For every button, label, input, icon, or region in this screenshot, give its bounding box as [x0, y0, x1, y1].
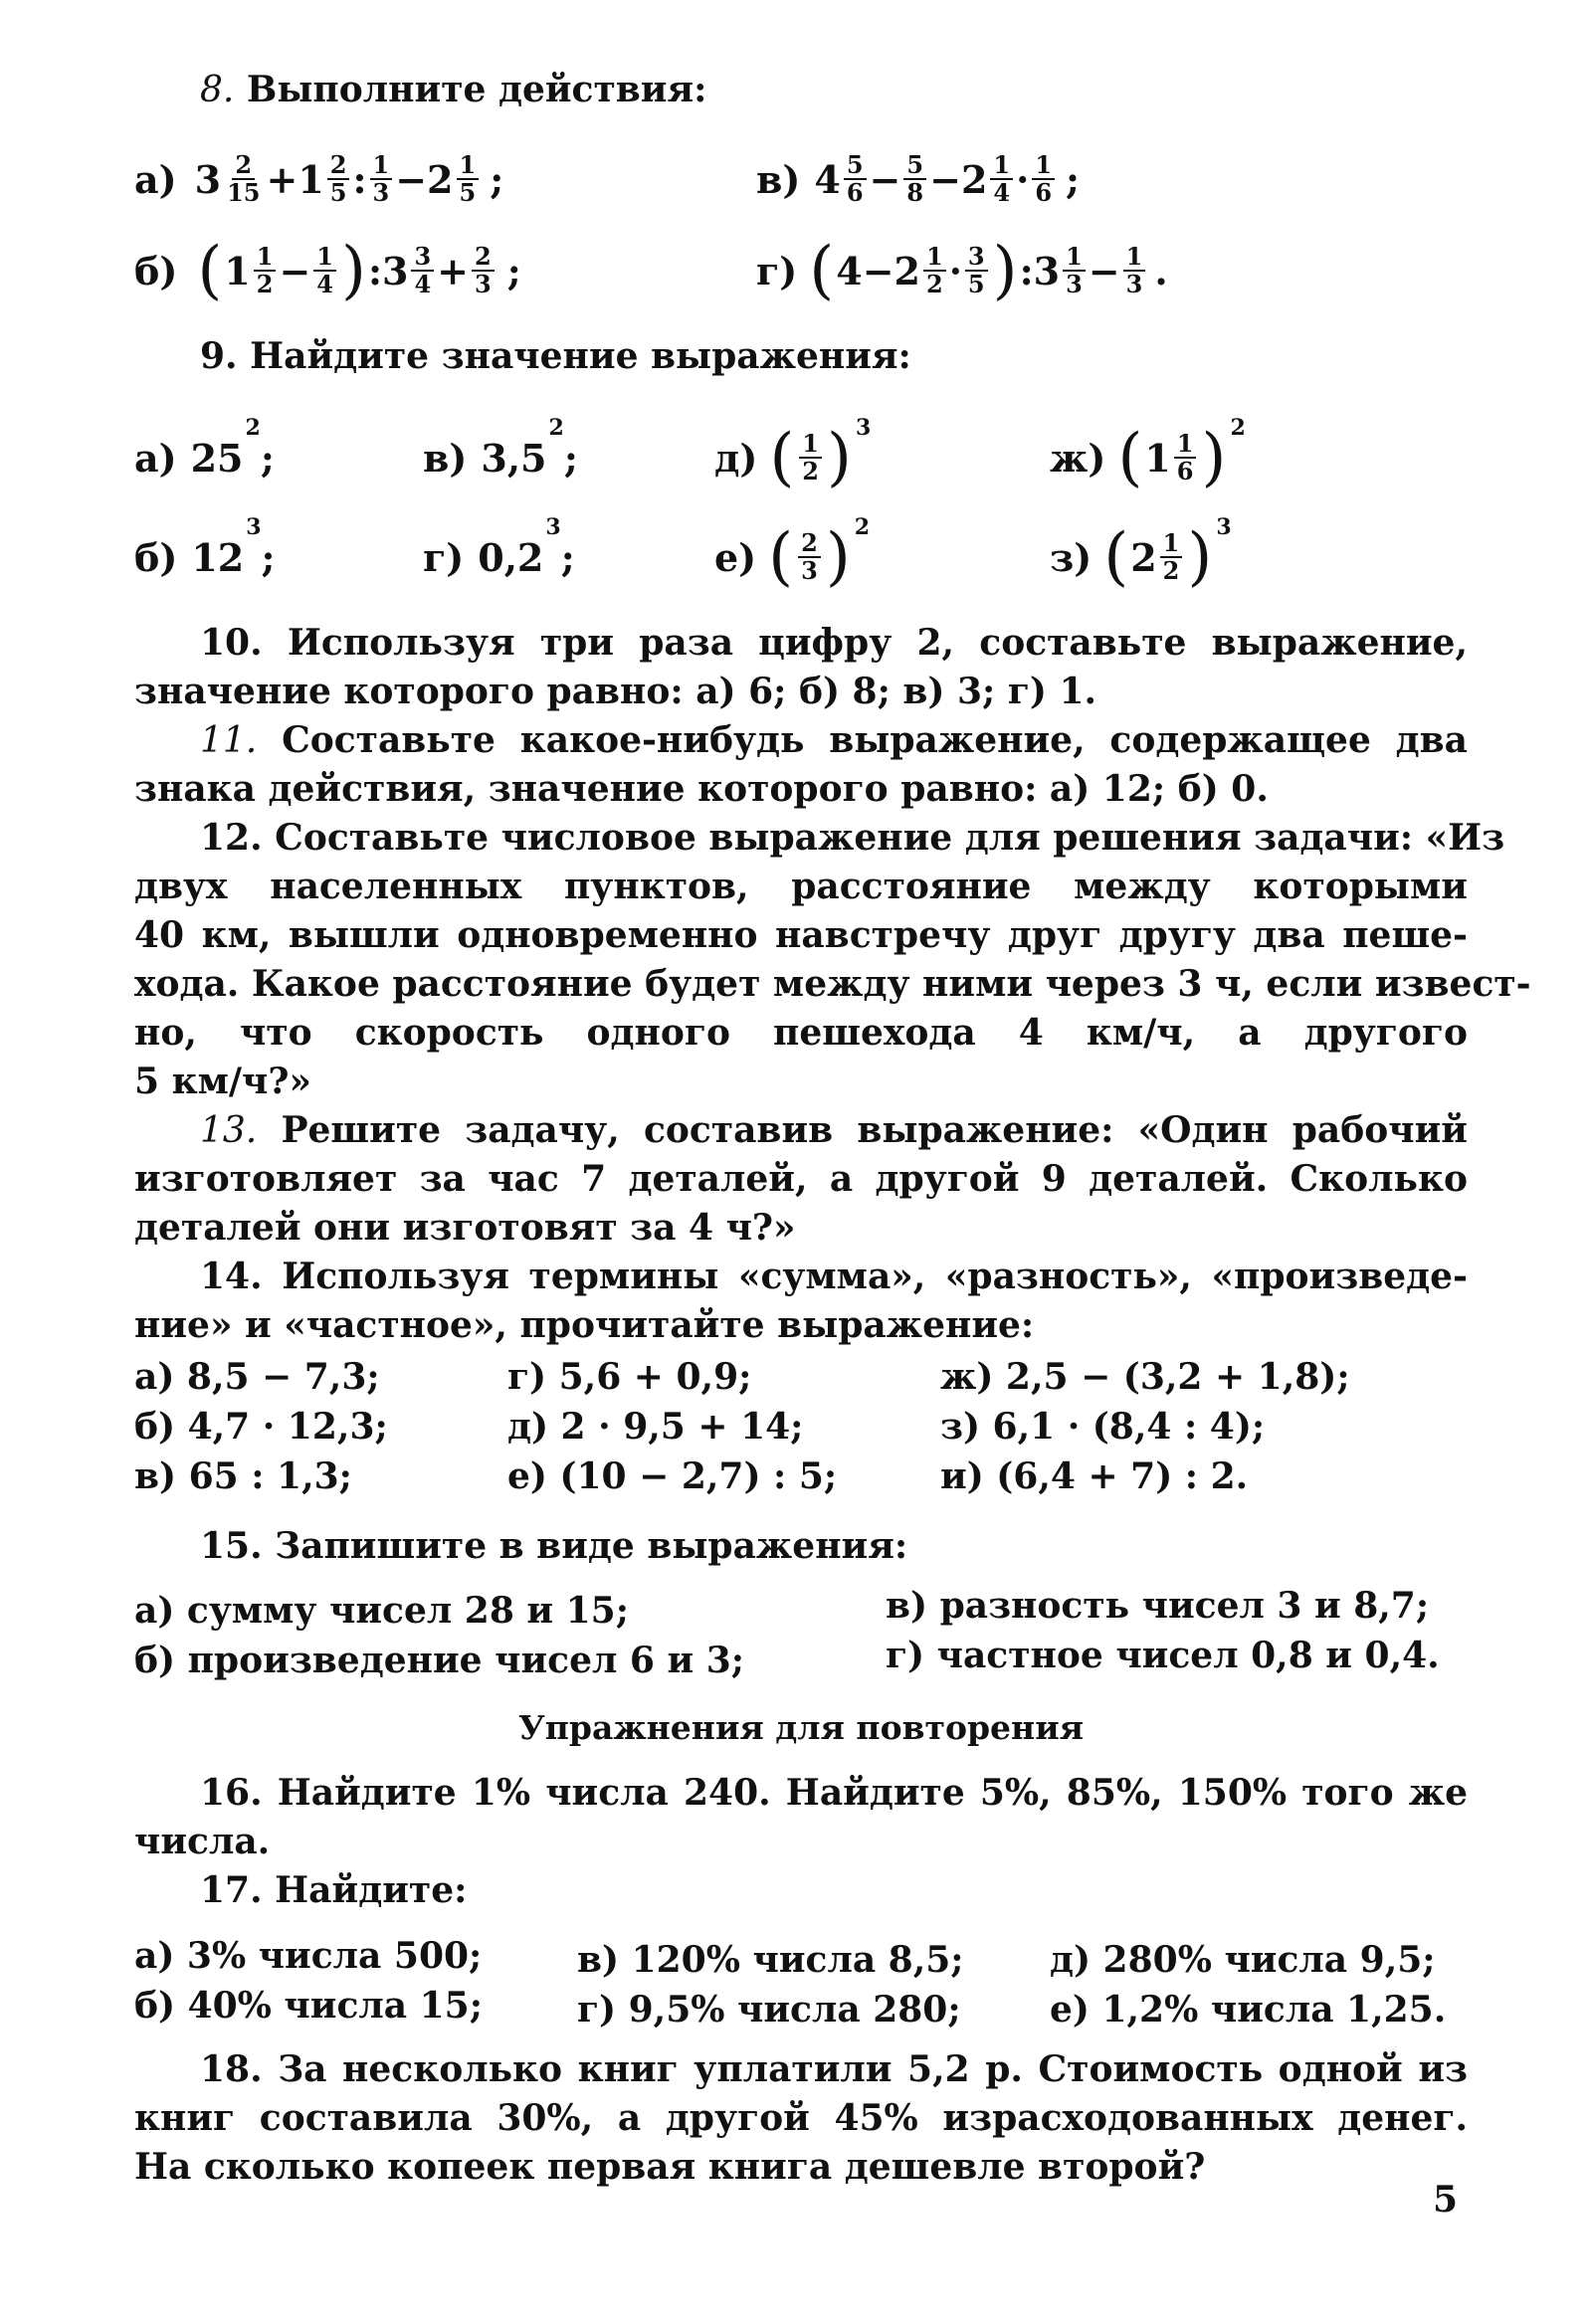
op: −	[279, 248, 311, 293]
fraction: 2 3	[798, 530, 821, 584]
ex9-zh: ж) ( 1 1 6 ) 2	[1050, 415, 1246, 494]
ex9-b: б) 12 3 ;	[134, 514, 276, 580]
ex17-title: 17. Найдите:	[200, 1869, 468, 1911]
ex9-d: д) ( 1 2 ) 3	[714, 415, 872, 494]
label: в)	[756, 156, 801, 202]
ex9-v: в) 3,5 2 ;	[423, 415, 578, 481]
whole: 1	[224, 248, 251, 293]
ex14-item-d: д) 2 · 9,5 + 14;	[507, 1406, 804, 1448]
ex14-item-zh: ж) 2,5 − (3,2 + 1,8);	[940, 1356, 1350, 1398]
fraction: 1 2	[799, 431, 822, 484]
ex10-line-1: 10. Используя три раза цифру 2, составьте выражение,	[200, 622, 1468, 664]
op: −	[1088, 248, 1120, 293]
ex8-a: а) 3 2 15 + 1 2 5 : 1 3 − 2 1 5 ;	[134, 150, 504, 207]
op: :	[1019, 248, 1034, 293]
ex9-z: з) ( 2 1 2 ) 3	[1050, 514, 1232, 594]
op: ·	[948, 248, 962, 293]
fraction: $\frac{1}{4}$	[313, 244, 336, 297]
op: −	[862, 248, 894, 293]
ex8-g: г) ( 4 − 2 1 2 · 3 5 ) : 3 1 3 − $\frac{1}{3}$ .	[756, 234, 1168, 307]
page-number: 5	[1433, 2179, 1459, 2221]
ex12-line-1: 12. Составьте числовое выражение для решения задачи: «Из	[200, 817, 1505, 859]
ex15-item-g: г) частное чисел 0,8 и 0,4.	[886, 1635, 1440, 1676]
fraction: 1 4	[990, 152, 1013, 206]
fraction: 2 15	[227, 150, 261, 207]
ex14-item-z: з) 6,1 · (8,4 : 4);	[940, 1406, 1266, 1448]
ex14-item-a: а) 8,5 − 7,3;	[134, 1356, 380, 1398]
fraction: 1 3	[370, 152, 393, 206]
whole: 2	[894, 248, 920, 293]
ex14-item-g: г) 5,6 + 0,9;	[507, 1356, 752, 1398]
ex17-item-g: г) 9,5% числа 280;	[577, 1989, 961, 2031]
ex15-item-a: а) сумму чисел 28 и 15;	[134, 1590, 630, 1632]
ex14-item-v: в) 65 : 1,3;	[134, 1455, 352, 1497]
ex14-item-i: и) (6,4 + 7) : 2.	[940, 1455, 1249, 1497]
ex14-line-2: ние» и «частное», прочитайте выражение:	[134, 1304, 1035, 1346]
ex15-title: 15. Запишите в виде выражения:	[200, 1525, 908, 1567]
ex18-line-1: 18. За несколько книг уплатили 5,2 р. Стоимость одной из	[200, 2048, 1468, 2090]
ex13-line-1: 13. Решите задачу, составив выражение: «Один рабочий	[200, 1109, 1468, 1151]
ex8-b: б) ( 1 1 2 − $\frac{1}{4}$ ) : 3 3 4 + $\frac{2}{3}$ ;	[134, 234, 521, 307]
whole: 2	[960, 156, 988, 202]
fraction: 1 6	[1174, 431, 1197, 484]
ex11-line-1: 11. Составьте какое-нибудь выражение, содержащее два	[200, 719, 1468, 761]
whole: 2	[427, 156, 454, 202]
whole: 3	[1033, 248, 1061, 293]
ex15-item-b: б) произведение чисел 6 и 3;	[134, 1640, 745, 1681]
ex14-item-b: б) 4,7 · 12,3;	[134, 1406, 388, 1448]
ex17-item-d: д) 280% числа 9,5;	[1050, 1939, 1436, 1981]
ex17-item-b: б) 40% числа 15;	[134, 1985, 484, 2027]
ex12-line-4: хода. Какое расстояние будет между ними через 3 ч, если извест-	[134, 963, 1531, 1005]
ex12-line-6: 5 км/ч?»	[134, 1061, 311, 1102]
ex12-line-5: но, что скорость одного пешехода 4 км/ч, а другого	[134, 1012, 1468, 1054]
ex18-line-2: книг составила 30%, а другой 45% израсходованных денег.	[134, 2097, 1468, 2139]
ex10-line-2: значение которого равно: а) 6; б) 8; в) 3; г) 1.	[134, 671, 1097, 712]
fraction: 3 5	[965, 244, 988, 297]
section-heading: Упражнения для повторения	[517, 1708, 1085, 1747]
ex9-title	[134, 332, 1468, 381]
ex9-number: 9.	[200, 335, 238, 377]
ex8-number: 8.	[200, 70, 235, 110]
ex14-item-e: е) (10 − 2,7) : 5;	[507, 1455, 838, 1497]
fraction: 1 2	[254, 244, 277, 297]
ex17-item-v: в) 120% числа 8,5;	[577, 1939, 964, 1981]
label: б)	[134, 248, 178, 293]
fraction: $\frac{5}{8}$	[903, 152, 926, 206]
ex8-title	[134, 66, 1468, 114]
ex13-line-3: деталей они изготовят за 4 ч?»	[134, 1207, 796, 1249]
ex17-item-a: а) 3% числа 500;	[134, 1935, 483, 1977]
fraction: 2 5	[327, 152, 350, 206]
op: +	[437, 248, 469, 293]
fraction: $\frac{1}{3}$	[1123, 244, 1146, 297]
ex16-line-1: 16. Найдите 1% числа 240. Найдите 5%, 85%, 150% того же	[200, 1772, 1468, 1814]
ex9-e: е) ( 2 3 ) 2	[714, 514, 871, 594]
whole: 1	[298, 156, 324, 202]
op: ·	[1016, 156, 1030, 202]
op: :	[352, 156, 367, 202]
ex18-line-3: На сколько копеек первая книга дешевле второй?	[134, 2146, 1206, 2188]
fraction: $\frac{2}{3}$	[472, 244, 495, 297]
whole: 3	[194, 156, 222, 202]
fraction: 5 6	[844, 152, 867, 206]
op: +	[266, 156, 298, 202]
ex13-line-2: изготовляет за час 7 деталей, а другой 9 деталей. Сколько	[134, 1158, 1468, 1200]
ex8-title-text: Выполните действия:	[246, 69, 707, 110]
ex12-line-2: двух населенных пунктов, расстояние между которыми	[134, 866, 1468, 907]
ex16-line-2: числа.	[134, 1821, 271, 1862]
ex9-title-text: Найдите значение выражения:	[250, 335, 911, 377]
fraction: 1 5	[457, 152, 480, 206]
op: −	[869, 156, 901, 202]
ex17-item-e: е) 1,2% числа 1,25.	[1050, 1989, 1447, 2031]
op: :	[367, 248, 382, 293]
whole: 3	[382, 248, 409, 293]
whole: 4	[814, 156, 841, 202]
fraction: 3 4	[411, 244, 434, 297]
label: а)	[134, 156, 177, 202]
ex8-v: в) 4 5 6 − $\frac{5}{8}$ − 2 1 4 · 1 6 ;	[756, 150, 1081, 207]
whole: 4	[836, 248, 863, 293]
label: г)	[756, 248, 798, 293]
ex9-a: а) 25 2 ;	[134, 415, 275, 481]
fraction: 1 2	[923, 244, 946, 297]
ex15-item-v: в) разность чисел 3 и 8,7;	[886, 1585, 1430, 1627]
fraction: 1 6	[1032, 152, 1055, 206]
ex9-g: г) 0,2 3 ;	[423, 514, 575, 580]
ex11-line-2: знака действия, значение которого равно: а) 12; б) 0.	[134, 768, 1269, 810]
ex12-line-3: 40 км, вышли одновременно навстречу друг другу два пеше-	[134, 914, 1468, 956]
fraction: 1 3	[1063, 244, 1086, 297]
op: −	[929, 156, 961, 202]
ex14-line-1: 14. Используя термины «сумма», «разность», «произведе-	[200, 1256, 1468, 1297]
fraction: 1 2	[1160, 530, 1183, 584]
op: −	[395, 156, 428, 202]
